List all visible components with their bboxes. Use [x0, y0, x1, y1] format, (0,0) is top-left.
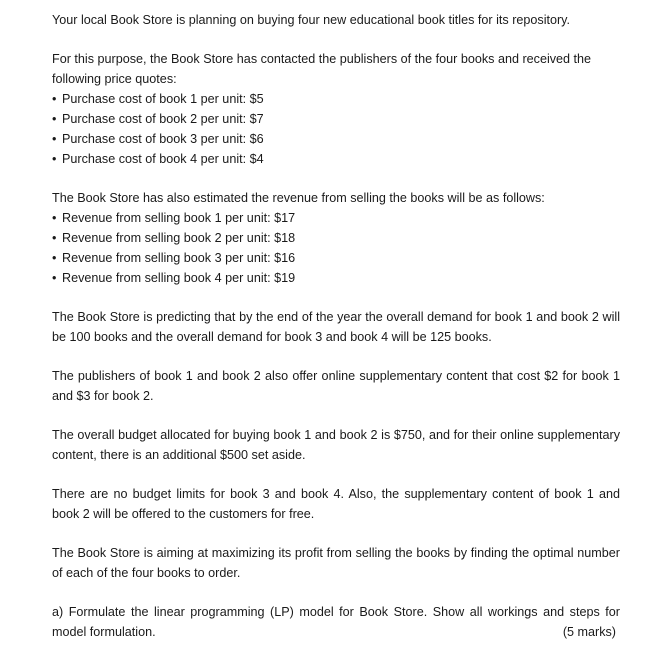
- question-text: a) Formulate the linear programming (LP) model for Book Store. Show all workings and steps for model formulation.: [52, 605, 620, 639]
- revenue-intro: The Book Store has also estimated the revenue from selling the books will be as follows:: [52, 191, 545, 205]
- paragraph-gap: [52, 30, 620, 49]
- intro-paragraph: Your local Book Store is planning on buying four new educational book titles for its repository.: [52, 13, 571, 27]
- no-limits-paragraph: There are no budget limits for book 3 and book 4. Also, the supplementary content of book 1 and book 2 will be offered to the customers for free.: [52, 487, 620, 521]
- paragraph-gap: [52, 347, 620, 366]
- purchase-cost-item: • Purchase cost of book 3 per unit: $6: [52, 129, 620, 149]
- aim-paragraph: The Book Store is aiming at maximizing its profit from selling the books by finding the optimal number of each of the four books to order.: [52, 546, 620, 580]
- revenue-item: • Revenue from selling book 2 per unit: $18: [52, 228, 620, 248]
- paragraph-gap: [52, 406, 620, 425]
- revenue-item: • Revenue from selling book 1 per unit: $17: [52, 208, 620, 228]
- purchase-cost-item: • Purchase cost of book 2 per unit: $7: [52, 109, 620, 129]
- question-a: [52, 602, 620, 642]
- revenue-item: • Revenue from selling book 4 per unit: $19: [52, 268, 620, 288]
- revenue-list: [52, 208, 620, 288]
- revenue-item: • Revenue from selling book 3 per unit: $16: [52, 248, 620, 268]
- purchase-cost-item: • Purchase cost of book 4 per unit: $4: [52, 149, 620, 169]
- problem-document: [52, 10, 620, 642]
- supplementary-paragraph: The publishers of book 1 and book 2 also offer online supplementary content that cost $2 for book 1 and $3 for book 2.: [52, 369, 620, 403]
- paragraph-gap: [52, 465, 620, 484]
- demand-paragraph: The Book Store is predicting that by the end of the year the overall demand for book 1 and book 2 will be 100 books and the overall demand for book 3 and book 4 will be 125 books.: [52, 310, 620, 344]
- price-quotes-intro: For this purpose, the Book Store has contacted the publishers of the four books and received the following price quotes:: [52, 52, 592, 86]
- purchase-cost-list: [52, 89, 620, 169]
- paragraph-gap: [52, 169, 620, 188]
- budget-paragraph: The overall budget allocated for buying book 1 and book 2 is $750, and for their online supplementary content, there is an additional $500 set aside.: [52, 428, 620, 462]
- marks-label: (5 marks): [562, 625, 616, 639]
- paragraph-gap: [52, 288, 620, 307]
- purchase-cost-item: • Purchase cost of book 1 per unit: $5: [52, 89, 620, 109]
- paragraph-gap: [52, 583, 620, 602]
- paragraph-gap: [52, 524, 620, 543]
